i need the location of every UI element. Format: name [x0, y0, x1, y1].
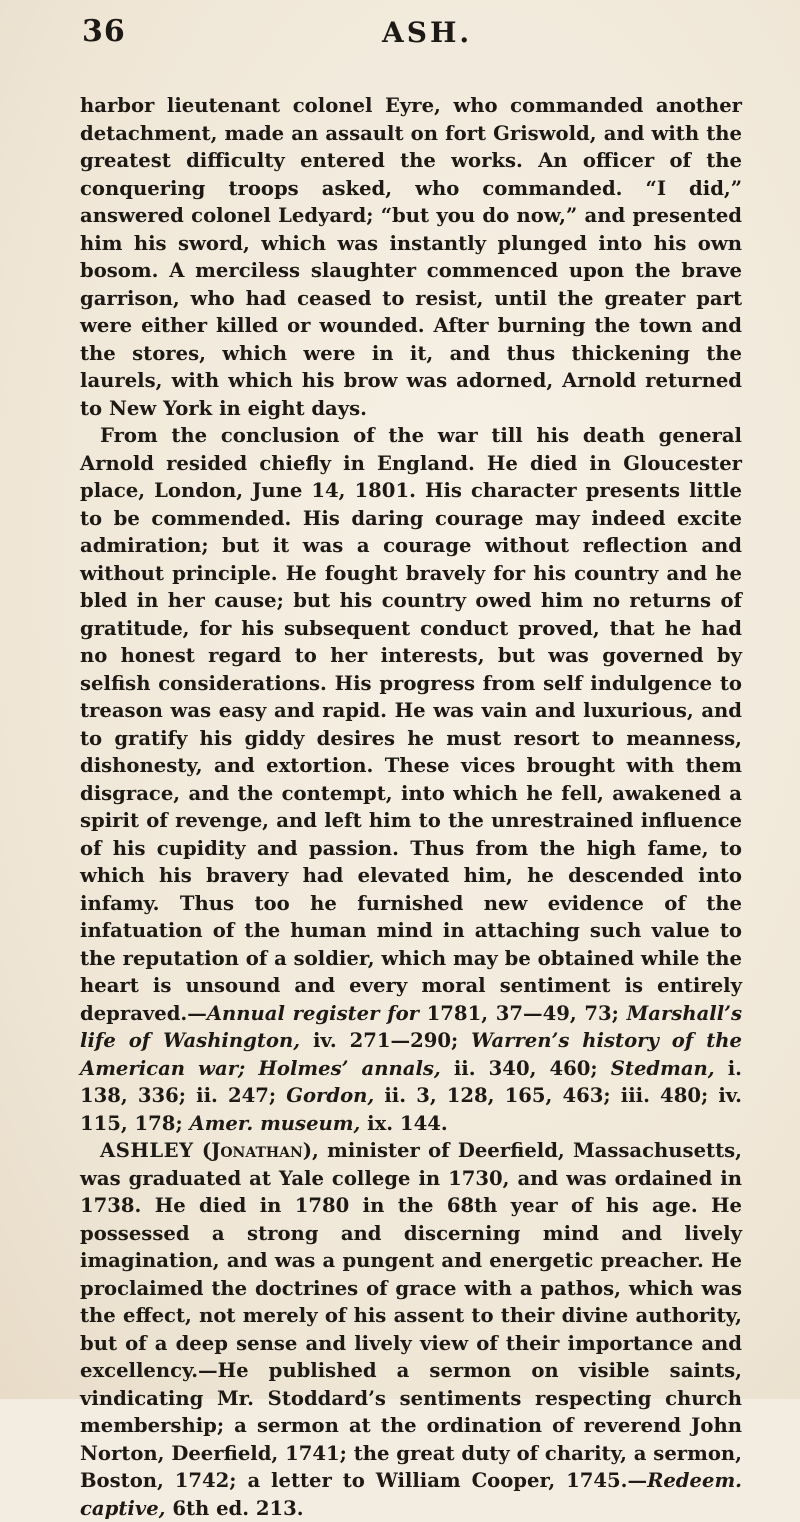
reference-text: iv. 271—290;	[300, 1029, 472, 1052]
reference-text	[245, 1057, 258, 1080]
running-head-word: ASH.	[382, 16, 473, 49]
reference-text: ii. 3, 128, 165, 463; iii. 480; iv. 115, 178;	[80, 1084, 743, 1135]
reference-text: ii. 340, 460;	[440, 1056, 611, 1080]
entry-given-name: Jonathan	[211, 1139, 303, 1162]
arnold-conclusion-paragraph: From the conclusion of the war till his death general Arnold resided chiefly in England. He died in Gloucester place, London, June 14, 1801. His character presents little to be commended. His daring courage may indeed excite admiration; but it was a courage without reflection and without principle. He fought bravely for his country and he bled in her cause; but his country owed him no returns of gratitude, for his subsequent conduct proved, that he had no honest regard to her interests, but was governed by selfish considerations. His progress from self indulgence to treason was easy and rapid. He was vain and luxurious, and to gratify his giddy desires he must resort to meanness, dishonesty, and extortion. These vices brought with them disgrace, and the contempt, into which he fell, awakened a spirit of revenge, and left him to the unrestrained influence of his cupidity and passion. Thus from the high fame, to which his bravery had elevated him, he descended into infamy. Thus too he furnished new evidence of the infatuation of the human mind in attaching such value to the reputation of a soldier, which may be obtained while the heart is unsound and every moral sentiment is entirely depraved.—Annual register for 1781, 37—49, 73; Marshall’s life of Washington, iv. 271—290; Warren’s history of the American war; Holmes’ annals, ii. 340, 460; Stedman, i. 138, 336; ii. 247; Gordon, ii. 3, 128, 165, 463; iii. 480; iv. 115, 178; Amer. museum, ix. 144.	[80, 424, 743, 1135]
reference-gordon: Gordon,	[286, 1084, 375, 1107]
reference-text: i. 138, 336; ii. 247;	[80, 1056, 742, 1107]
body-text	[80, 92, 742, 1522]
entry-surname: ASHLEY	[100, 1139, 194, 1162]
ashley-entry-text: , minister of Deerfield, Massachusetts, was graduated at Yale college in 1730, and was ordained in 1738. He died in 1780 in the 68th year of his age. He possessed a strong and discerning mind and lively imagination, and was a pungent and energetic preacher. He proclaimed the doctrines of grace with a pathos, which was the effect, not merely of his assent to their divine authority, but of a deep sense and lively view of their importance and excellency.—He published a sermon on visible saints, vindicating Mr. Stoddard’s sentiments respecting church membership; a sermon at the ordination of reverend John Norton, Deerfield, 1741; the great duty of charity, a sermon, Boston, 1742; a letter to William Cooper, 1745.—	[80, 1139, 743, 1492]
reference-redeemed-captive: Redeem. captive,	[80, 1469, 742, 1520]
reference-amer-museum: Amer. museum,	[189, 1111, 361, 1135]
reference-marshall: Marshall’s life of Washington,	[80, 1001, 742, 1052]
reference-text: 1781, 37—49, 73;	[418, 1001, 627, 1025]
page-number: 36	[82, 14, 126, 49]
reference-annual-register: Annual register for	[206, 1001, 419, 1025]
reference-warren: Warren’s history of the American war;	[80, 1029, 742, 1080]
reference-stedman: Stedman,	[610, 1056, 715, 1080]
reference-holmes: Holmes’ annals,	[258, 1056, 441, 1080]
reference-text: ix. 144.	[360, 1111, 448, 1135]
arnold-continuation-paragraph: harbor lieutenant colonel Eyre, who commanded another detachment, made an assault on fort Griswold, and with the greatest difficulty entered the works. An officer of the conquering troops asked, who commanded. “I did,” answered colonel Ledyard; “but you do now,” and presented him his sword, which was instantly plunged into his own bosom. A merciless slaughter commenced upon the brave garrison, who had ceased to resist, until the greater part were either killed or wounded. After burning the town and the stores, which were in it, and thus thickening the laurels, with which his brow was adorned, Arnold returned to New York in eight days.	[80, 94, 742, 420]
ashley-entry-paragraph: ASHLEY (Jonathan), minister of Deerfield, Massachusetts, was graduated at Yale college in 1730, and was ordained in 1738. He died in 1780 in the 68th year of his age. He possessed a strong and discerning mind and lively imagination, and was a pungent and energetic preacher. He proclaimed the doctrines of grace with a pathos, which was the effect, not merely of his assent to their divine authority, but of a deep sense and lively view of their importance and excellency.—He published a sermon on visible saints, vindicating Mr. Stoddard’s sentiments respecting church membership; a sermon at the ordination of reverend John Norton, Deerfield, 1741; the great duty of charity, a sermon, Boston, 1742; a letter to William Cooper, 1745.—Redeem. captive, 6th ed. 213.	[80, 1139, 743, 1520]
running-head	[82, 14, 740, 54]
arnold-conclusion-text: From the conclusion of the war till his death general Arnold resided chiefly in England. He died in Gloucester place, London, June 14, 1801. His character presents little to be commended. His daring courage may indeed excite admiration; but it was a courage without reflection and without principle. He fought bravely for his country and he bled in her cause; but his country owed him no returns of gratitude, for his subsequent conduct proved, that he had no honest regard to her interests, but was governed by selfish considerations. His progress from self indulgence to treason was easy and rapid. He was vain and luxurious, and to gratify his giddy desires he must resort to meanness, dishonesty, and extortion. These vices brought with them disgrace, and the contempt, into which he fell, awakened a spirit of revenge, and left him to the unrestrained influence of his cupidity and passion. Thus from the high fame, to which his bravery had elevated him, he descended into infamy. Thus too he furnished new evidence of the infatuation of the human mind in attaching such value to the reputation of a soldier, which may be obtained while the heart is unsound and every moral sentiment is entirely depraved.	[80, 424, 742, 1025]
reference-text: 6th ed. 213.	[165, 1496, 304, 1520]
